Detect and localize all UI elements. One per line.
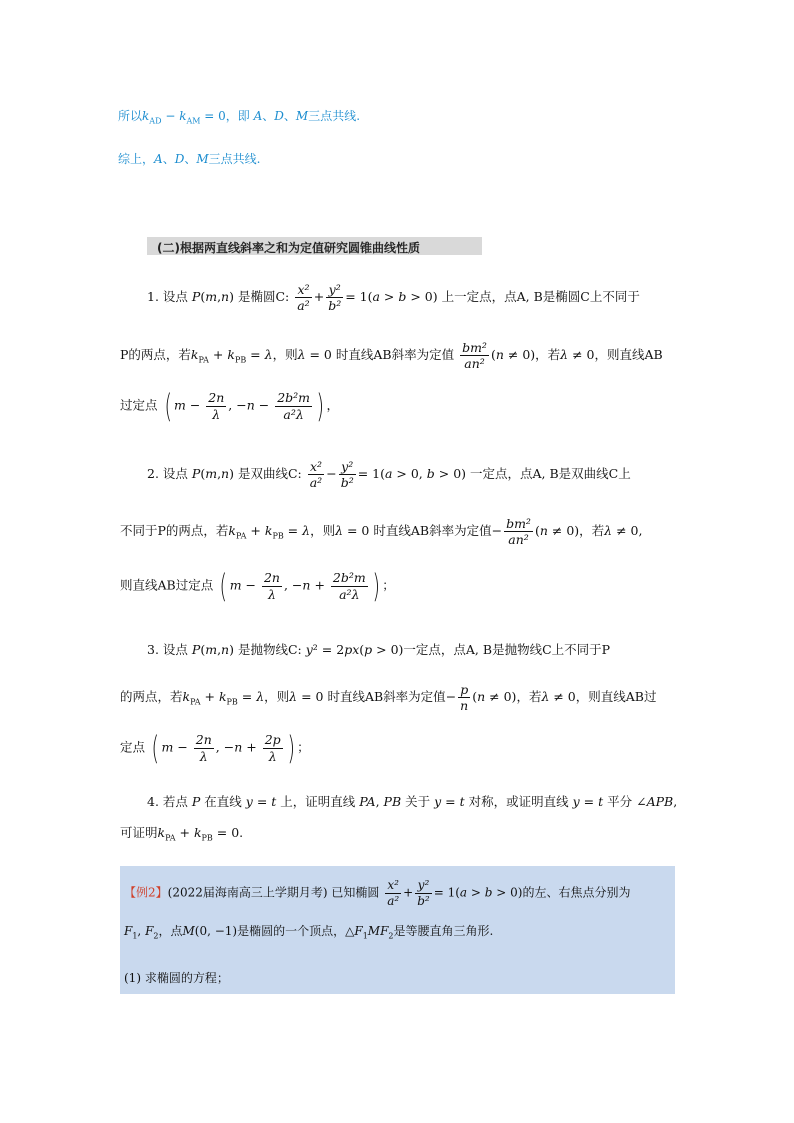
item-4-line-2: 可证明$k_{PA} + k_{PB} = 0$. (120, 825, 244, 843)
example-question-1: (1) 求椭圆的方程； (124, 971, 229, 985)
item-3-line-1: 3. 设点 P(m,n) 是抛物线C: y² = 2px(p > 0)一定点，点A, B是抛物线C上不同于P (147, 642, 611, 657)
example-line-2: $F_1$, $F_2$，点M(0, −1)是椭圆的一个顶点，$\triangle F_1MF_2$是等腰直角三角形. (124, 924, 494, 941)
item-1-line-3: 过定点 ( m − $\frac{2n}{\lambda}$ , −n − $\frac{\text{2b²m}}{\text{a²λ}}$ ) ， (120, 387, 340, 425)
item-2-line-1: 2. 设点 P(m,n) 是双曲线C: $\frac{\text{x²}}{\text{a²}}$ − $\frac{\text{y²}}{\text{b²}}$ = 1(a > 0, b > 0) 一定点，点A, B是双曲线C上 (147, 459, 631, 491)
item-1-line-1: 1. 设点 P(m,n) 是椭圆C: $\frac{\text{x²}}{\text{a²}}$ + $\frac{\text{y²}}{\text{b²}}$ = 1(a > b > 0) 上一定点，点A, B是椭圆C上不同于 (147, 282, 640, 314)
item-1-line-2: P的两点，若$k_{PA} + k_{PB} = \lambda$，则λ = 0 时直线AB斜率为定值 $\frac{\text{bm²}}{\text{an²}}$ (n ≠ 0)，若λ ≠ 0，则直线AB (120, 340, 663, 372)
conclusion-line-2: 综上，A、D、M三点共线. (118, 152, 261, 166)
item-3-line-3: 定点 ( m − $\frac{2n}{\lambda}$ , −n + $\frac{2p}{\lambda}$ ) ； (120, 729, 310, 767)
conclusion-line-1: 所以$k_{AD} - k_{AM} = 0$，即 A、D、M三点共线. (118, 109, 361, 126)
section-title: (二)根据两直线斜率之和为定值研究圆锥曲线性质 (157, 241, 420, 255)
example-line-1: 【例2】(2022届海南高三上学期月考) 已知椭圆 $\frac{\text{x²}}{\text{a²}}$ + $\frac{\text{y²}}{\text{b²}}$ = 1(a > b > 0)的左、右焦点分别为 (124, 878, 631, 908)
item-2-line-3: 则直线AB过定点 ( m − $\frac{2n}{\lambda}$ , −n + $\frac{\text{2b²m}}{\text{a²λ}}$ ) ； (120, 567, 395, 605)
item-4-line-1: 4. 若点 P 在直线 y = t 上，证明直线 PA, PB 关于 y = t 对称，或证明直线 y = t 平分 ∠APB, (147, 794, 678, 809)
example-tag: 【例2】 (124, 885, 168, 900)
item-2-line-2: 不同于P的两点，若$k_{PA} + k_{PB} = \lambda$，则λ = 0 时直线AB斜率为定值− $\frac{\text{bm²}}{\text{an²}}$ (n ≠ 0)，若λ ≠ 0, (120, 516, 643, 548)
item-3-line-2: 的两点，若$k_{PA} + k_{PB} = \lambda$，则λ = 0 时直线AB斜率为定值− $\frac{p}{n}$ (n ≠ 0)，若λ ≠ 0，则直线AB过 (120, 682, 657, 714)
